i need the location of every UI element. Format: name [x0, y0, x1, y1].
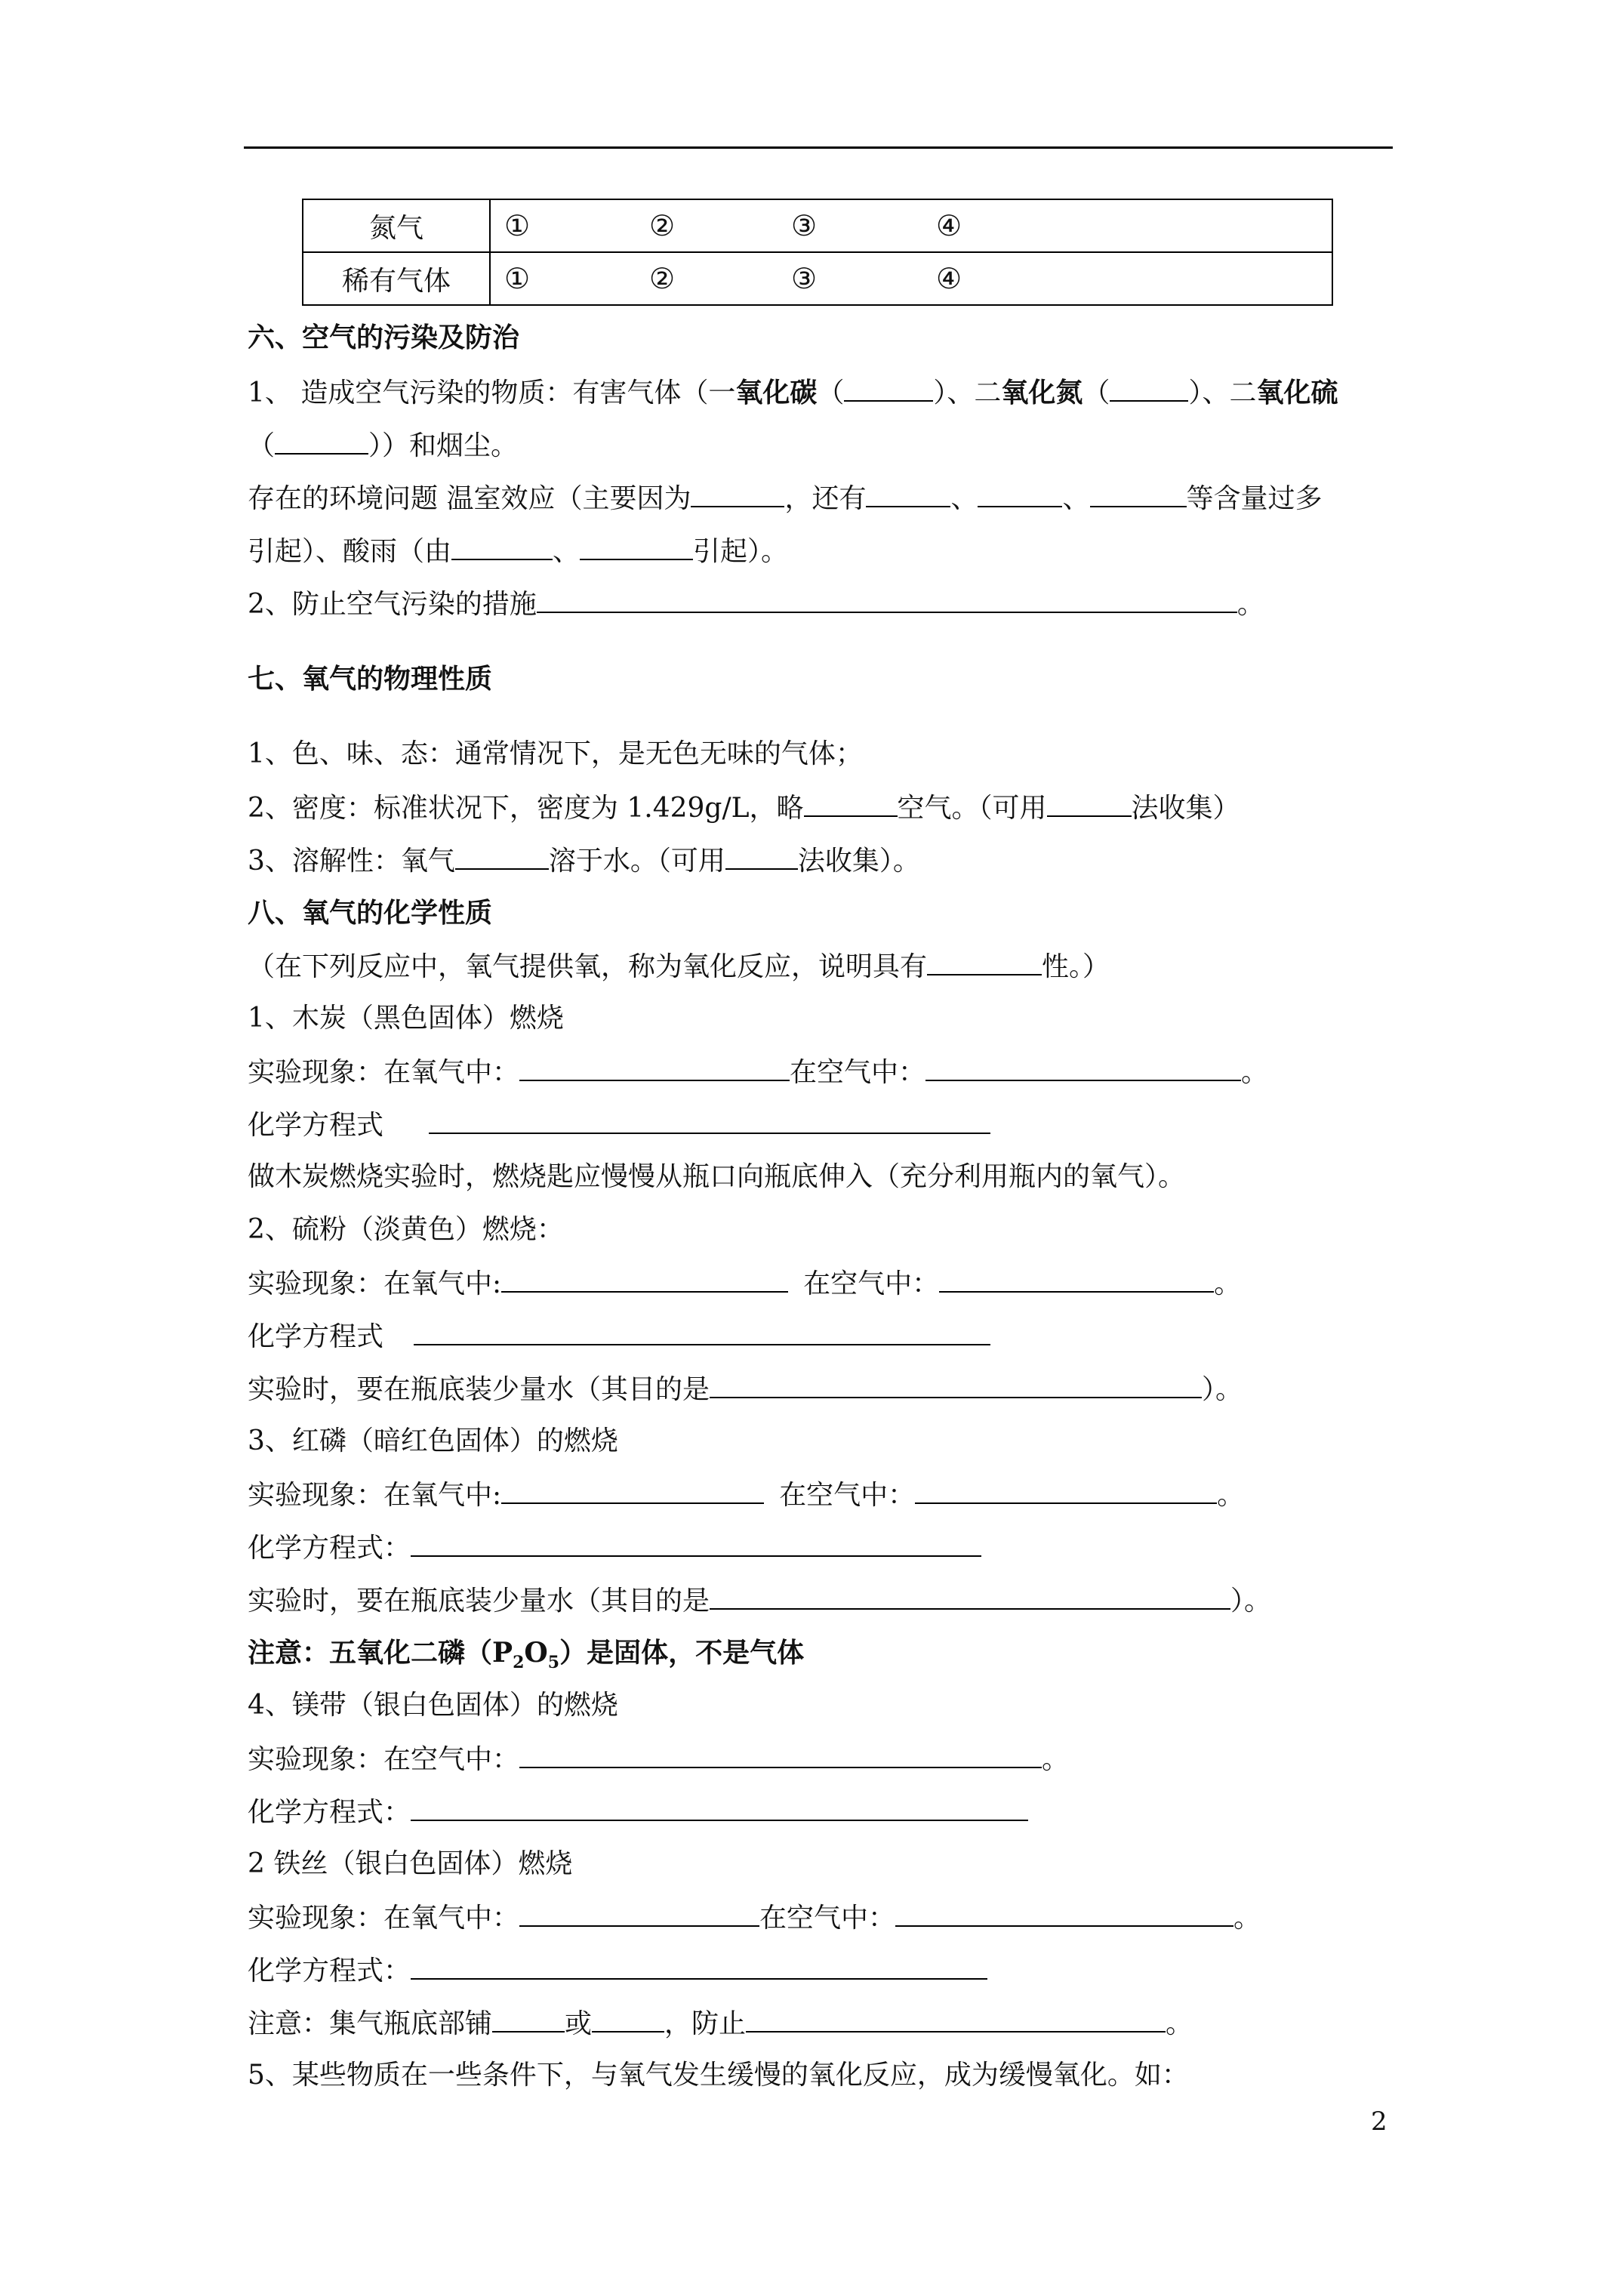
answer-blank[interactable]	[804, 790, 898, 817]
charcoal-observation: 实验现象：在氧气中： 在空气中： 。	[248, 1054, 1268, 1090]
answer-blank[interactable]	[580, 533, 693, 560]
sulfur-heading: 2、硫粉（淡黄色）燃烧：	[248, 1214, 564, 1245]
answer-blank[interactable]	[939, 1265, 1214, 1293]
answer-blank[interactable]	[275, 427, 368, 455]
answer-blank[interactable]	[519, 1054, 790, 1081]
charcoal-equation: 化学方程式	[248, 1107, 990, 1143]
circled-mark: ①	[504, 262, 531, 295]
iron-equation: 化学方程式：	[248, 1952, 987, 1989]
answer-blank[interactable]	[519, 1741, 1042, 1768]
answer-blank[interactable]	[429, 1107, 990, 1134]
section-six-heading: 六、空气的污染及防治	[248, 322, 520, 353]
gas-uses-table	[302, 199, 1333, 306]
answer-blank[interactable]	[746, 2005, 1166, 2032]
phosphorus-heading: 3、红磷（暗红色固体）的燃烧	[248, 1425, 618, 1456]
header-rule	[244, 146, 1393, 149]
answer-blank[interactable]	[1090, 480, 1187, 507]
answer-blank[interactable]	[414, 1318, 990, 1345]
circled-mark: ②	[649, 209, 676, 242]
color-smell-state-line: 1、色、味、态：通常情况下，是无色无味的气体；	[248, 738, 863, 769]
circled-mark: ④	[936, 209, 962, 242]
answer-blank[interactable]	[451, 533, 553, 560]
marks-cell	[490, 199, 1332, 252]
sulfur-water-purpose: 实验时，要在瓶底装少量水（其目的是 ）。	[248, 1371, 1243, 1407]
sulfur-equation: 化学方程式	[248, 1318, 990, 1354]
table-row	[303, 252, 1332, 305]
charcoal-heading: 1、木炭（黑色固体）燃烧	[248, 1003, 564, 1034]
answer-blank[interactable]	[411, 1952, 987, 1980]
pollutants-line: 1、 造成空气污染的物质：有害气体（一氧化碳（ ）、二氧化氮（ ）、二氧化硫	[248, 374, 1338, 411]
answer-blank[interactable]	[501, 1265, 788, 1293]
greenhouse-line: 存在的环境问题 温室效应（主要因为 ，还有 、 、 等含量过多	[248, 480, 1323, 516]
circled-mark: ①	[504, 209, 531, 242]
answer-blank[interactable]	[1047, 790, 1132, 817]
circled-mark: ③	[791, 262, 818, 295]
answer-blank[interactable]	[455, 843, 549, 870]
slow-oxidation-line: 5、某些物质在一些条件下，与氧气发生缓慢的氧化反应，成为缓慢氧化。如：	[248, 2060, 1189, 2091]
answer-blank[interactable]	[411, 1794, 1028, 1821]
answer-blank[interactable]	[725, 843, 798, 870]
answer-blank[interactable]	[925, 1054, 1241, 1081]
answer-blank[interactable]	[519, 1900, 759, 1927]
answer-blank[interactable]	[537, 586, 1237, 613]
acid-rain-line: 引起）、酸雨（由 、 引起）。	[248, 533, 788, 569]
magnesium-observation: 实验现象：在空气中： 。	[248, 1741, 1069, 1777]
iron-observation: 实验现象：在氧气中： 在空气中： 。	[248, 1900, 1261, 1936]
answer-blank[interactable]	[1110, 374, 1188, 402]
circled-mark: ②	[649, 262, 676, 295]
answer-blank[interactable]	[844, 374, 933, 402]
phosphorus-equation: 化学方程式：	[248, 1530, 981, 1566]
gas-name-cell: 稀有气体	[303, 252, 490, 305]
answer-blank[interactable]	[710, 1583, 1230, 1610]
circled-mark: ③	[791, 209, 818, 242]
gas-name-cell: 氮气	[303, 199, 490, 252]
answer-blank[interactable]	[978, 480, 1062, 507]
sulfur-observation: 实验现象：在氧气中: 在空气中： 。	[248, 1265, 1241, 1302]
table-row	[303, 199, 1332, 252]
circled-mark: ④	[936, 262, 962, 295]
answer-blank[interactable]	[492, 2005, 565, 2032]
page-number: 2	[1371, 2106, 1387, 2137]
answer-blank[interactable]	[895, 1900, 1233, 1927]
iron-note: 注意：集气瓶底部铺 或 ，防止 。	[248, 2005, 1193, 2042]
marks-cell	[490, 252, 1332, 305]
answer-blank[interactable]	[915, 1477, 1217, 1504]
phosphorus-observation: 实验现象：在氧气中: 在空气中： 。	[248, 1477, 1244, 1513]
prevention-line: 2、防止空气污染的措施 。	[248, 586, 1264, 622]
answer-blank[interactable]	[501, 1477, 764, 1504]
charcoal-note: 做木炭燃烧实验时，燃烧匙应慢慢从瓶口向瓶底伸入（充分利用瓶内的氧气）。	[248, 1161, 1186, 1192]
section-seven-heading: 七、氧气的物理性质	[248, 663, 493, 695]
answer-blank[interactable]	[866, 480, 950, 507]
magnesium-heading: 4、镁带（银白色固体）的燃烧	[248, 1690, 618, 1721]
section-eight-heading: 八、氧气的化学性质	[248, 897, 493, 929]
solubility-line: 3、溶解性：氧气 溶于水。（可用 法收集）。	[248, 843, 920, 879]
answer-blank[interactable]	[710, 1371, 1202, 1398]
density-line: 2、密度：标准状况下，密度为 1.429g/L，略 空气。（可用 法收集）	[248, 790, 1240, 826]
magnesium-equation: 化学方程式：	[248, 1794, 1028, 1830]
phosphorus-water-purpose: 实验时，要在瓶底装少量水（其目的是 ）。	[248, 1583, 1271, 1619]
answer-blank[interactable]	[411, 1530, 981, 1557]
p2o5-note: 注意：五氧化二磷$(P_2O_5)$是固体，不是气体	[248, 1637, 805, 1673]
pollutants-line-2: （ ））和烟尘。	[248, 427, 518, 464]
iron-heading: 2 铁丝（银白色固体）燃烧	[248, 1848, 573, 1879]
answer-blank[interactable]	[927, 948, 1042, 975]
oxidation-intro: （在下列反应中，氧气提供氧，称为氧化反应，说明具有 性。）	[248, 948, 1110, 985]
answer-blank[interactable]	[592, 2005, 664, 2032]
answer-blank[interactable]	[691, 480, 784, 507]
